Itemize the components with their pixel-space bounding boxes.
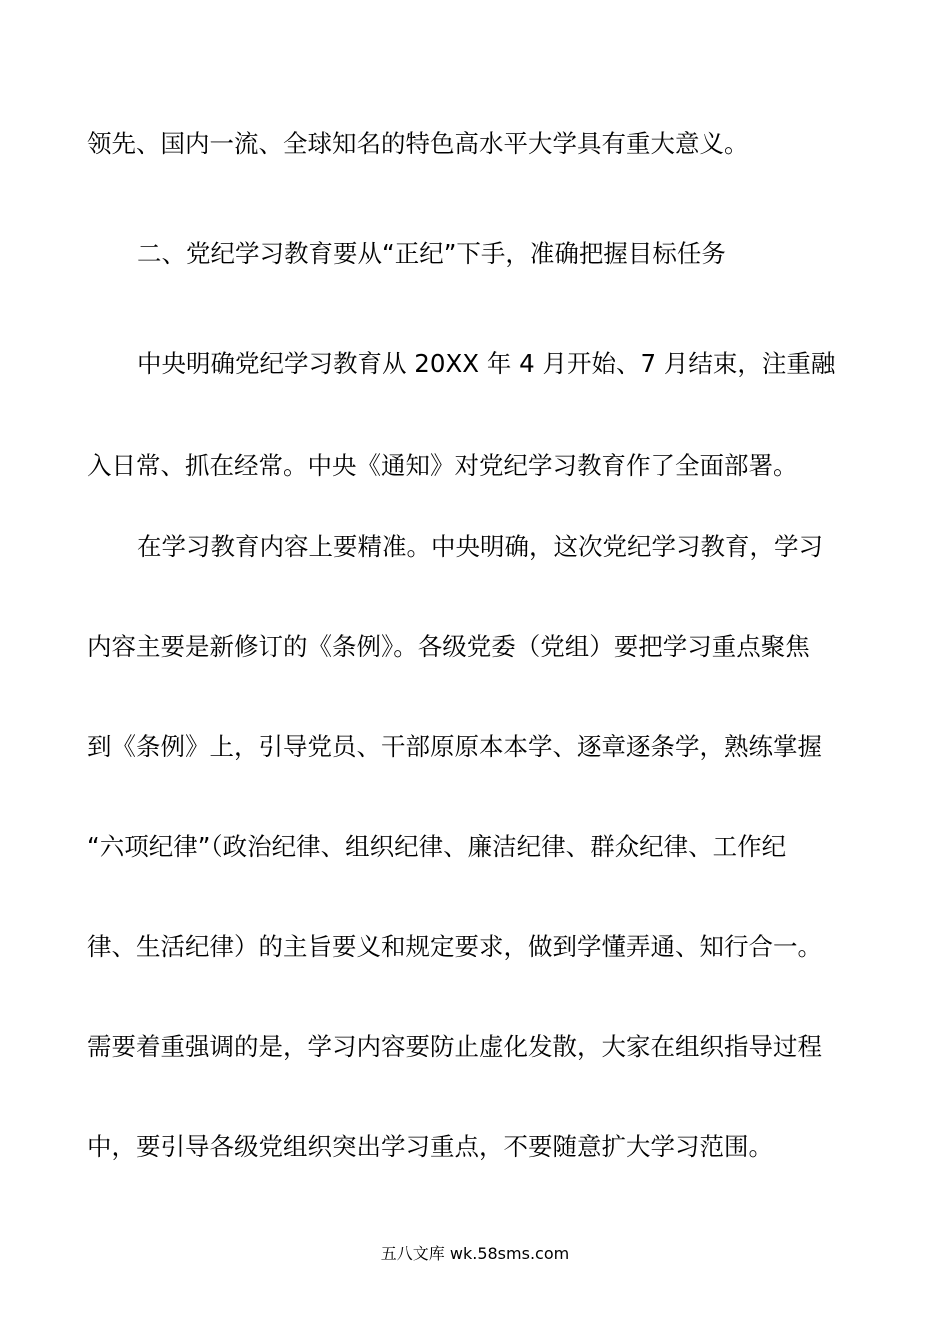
paragraph-line: 入日常、抓在经常。中央《通知》对党纪学习教育作了全面部署。 <box>87 451 798 480</box>
paragraph-line: 中，要引导各级党组织突出学习重点，不要随意扩大学习范围。 <box>87 1132 773 1161</box>
paragraph-line: 内容主要是新修订的《条例》。各级党委（党组）要把学习重点聚焦 <box>87 632 810 661</box>
paragraph-line: 在学习教育内容上要精准。中央明确，这次党纪学习教育，学习 <box>137 532 823 561</box>
paragraph-line: 中央明确党纪学习教育从 20XX 年 4 月开始、7 月结束，注重融 <box>137 349 836 378</box>
paragraph-line: 需要着重强调的是，学习内容要防止虚化发散，大家在组织指导过程 <box>87 1032 822 1061</box>
footer-watermark: 五八文库 wk.58sms.com <box>380 1244 570 1263</box>
paragraph-line: 到《条例》上，引导党员、干部原原本本学、逐章逐条学，熟练掌握 <box>87 732 822 761</box>
paragraph-line: 律、生活纪律）的主旨要义和规定要求，做到学懂弄通、知行合一。 <box>87 932 822 961</box>
paragraph-line: 领先、国内一流、全球知名的特色高水平大学具有重大意义。 <box>87 129 749 158</box>
paragraph-line: “六项纪律”（政治纪律、组织纪律、廉洁纪律、群众纪律、工作纪 <box>87 832 787 861</box>
section-heading: 二、党纪学习教育要从“正纪”下手，准确把握目标任务 <box>137 239 726 268</box>
